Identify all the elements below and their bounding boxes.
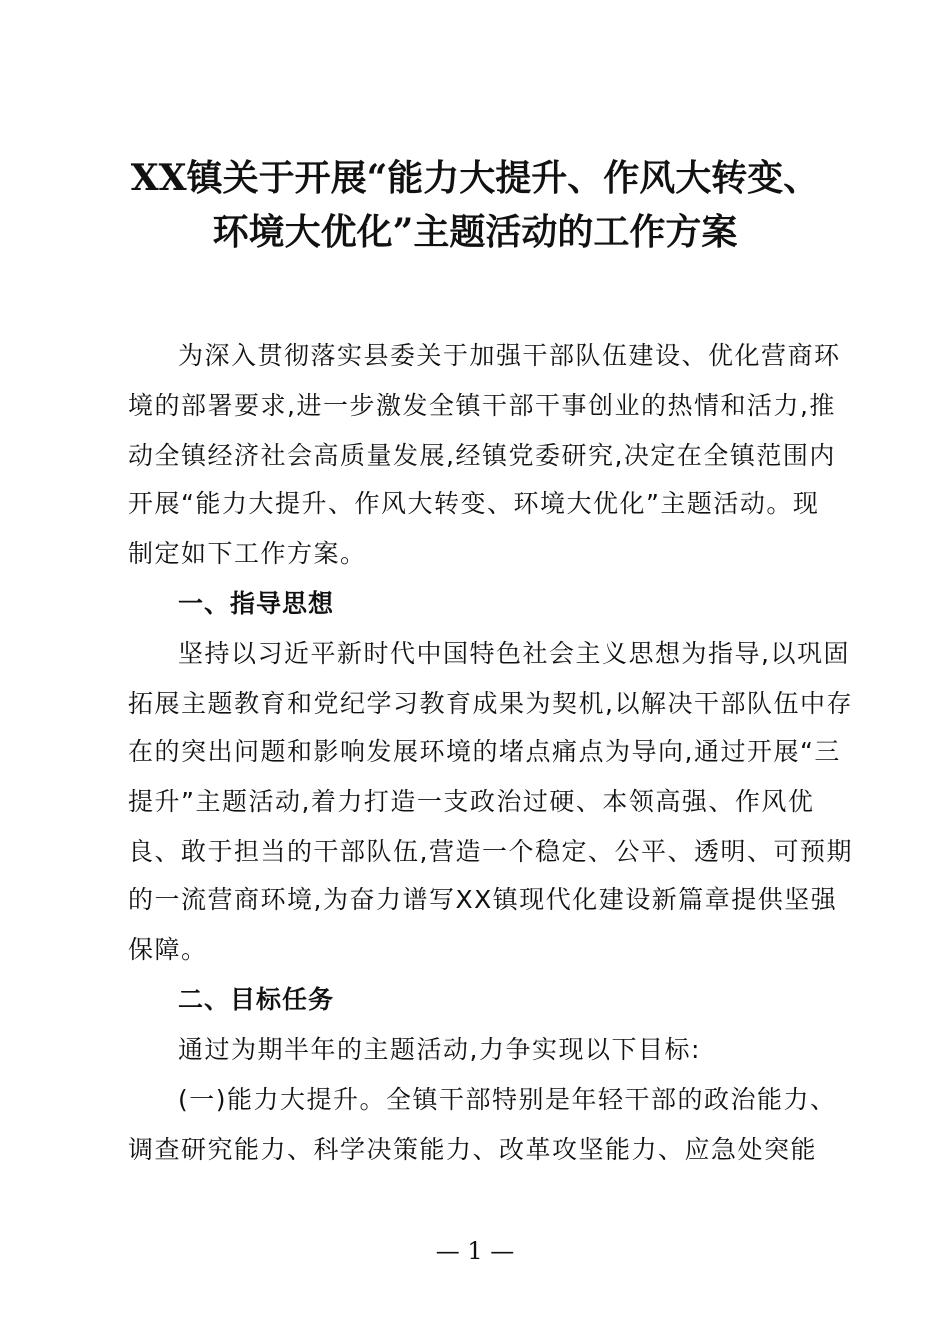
section-2-intro: 通过为期半年的主题活动,力争实现以下目标: — [178, 1035, 701, 1064]
section-1-heading: 一、指导思想 — [178, 589, 335, 618]
intro-line-5: 制定如下工作方案。 — [128, 539, 367, 568]
document-title-line-1: XX镇关于开展“能力大提升、作风大转变、 — [130, 157, 820, 199]
section-1-line-3: 在的突出问题和影响发展环境的堵点痛点为导向,通过开展“三 — [128, 737, 841, 766]
section-1-line-4: 提升”主题活动,着力打造一支政治过硬、本领高强、作风优 — [128, 787, 815, 816]
section-2-heading: 二、目标任务 — [178, 985, 335, 1014]
page-number: — 1 — — [435, 1237, 515, 1265]
section-1-line-6: 的一流营商环境,为奋力谱写XX镇现代化建设新篇章提供坚强 — [128, 885, 838, 914]
document-title-line-2: 环境大优化”主题活动的工作方案 — [212, 211, 738, 253]
intro-line-1: 为深入贯彻落实县委关于加强干部队伍建设、优化营商环 — [178, 341, 841, 370]
intro-line-2: 境的部署要求,进一步激发全镇干部干事创业的热情和活力,推 — [128, 391, 836, 420]
section-1-line-7: 保障。 — [128, 935, 208, 964]
section-1-line-5: 良、敢于担当的干部队伍,营造一个稳定、公平、透明、可预期 — [128, 837, 853, 866]
section-1-line-2: 拓展主题教育和党纪学习教育成果为契机,以解决干部队伍中存 — [128, 689, 853, 718]
section-2-item-1-line-2: 调查研究能力、科学决策能力、改革攻坚能力、应急处突能 — [128, 1135, 818, 1164]
intro-line-3: 动全镇经济社会高质量发展,经镇党委研究,决定在全镇范围内 — [128, 441, 836, 470]
section-1-line-1: 坚持以习近平新时代中国特色社会主义思想为指导,以巩固 — [178, 639, 850, 668]
section-2-item-1-line-1: (一)能力大提升。全镇干部特别是年轻干部的政治能力、 — [178, 1085, 837, 1114]
intro-line-4: 开展“能力大提升、作风大转变、环境大优化”主题活动。现 — [128, 489, 820, 518]
